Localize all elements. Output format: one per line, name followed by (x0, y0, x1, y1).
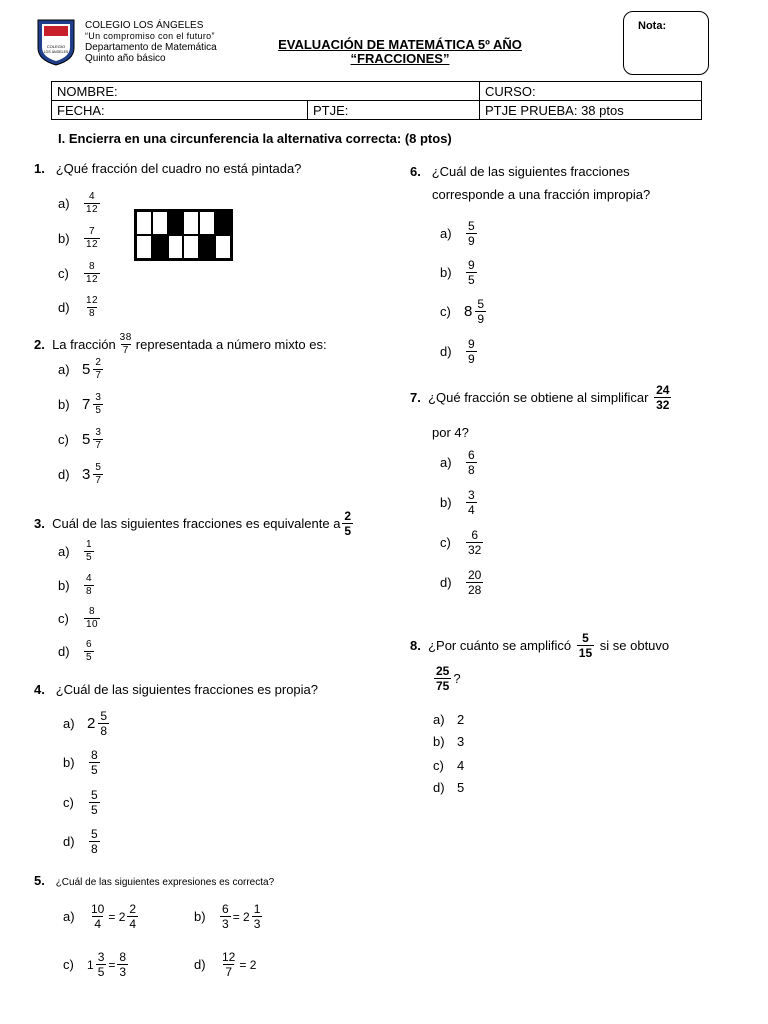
q3-option-label: d) (58, 644, 70, 659)
q1-number: 1. (34, 161, 45, 176)
fraction-numerator: 2 (95, 357, 102, 368)
q5-option-b[interactable] (194, 903, 264, 930)
q4-number: 4. (34, 682, 45, 697)
q2-post: representada a número mixto es: (135, 337, 327, 352)
q2-option-whole: 3 (82, 466, 91, 483)
q7-option-d[interactable] (440, 569, 485, 596)
q4-option-b[interactable] (63, 749, 102, 776)
question-8 (410, 632, 669, 659)
grid-cell (215, 211, 231, 235)
q6-text-2: corresponde a una fracción impropia? (432, 187, 651, 202)
q3-option-label: c) (58, 611, 69, 626)
school-info (85, 20, 217, 64)
q5-a-eq: = 2 (108, 909, 126, 924)
q1-option-label: c) (58, 266, 69, 281)
fraction-numerator: 12 (86, 295, 99, 306)
q5-option-d-label: d) (194, 957, 206, 972)
q8-fraction-2 (434, 665, 451, 692)
question-5 (34, 872, 274, 891)
q5-a-n1: 10 (91, 902, 105, 916)
q8-option-c[interactable] (433, 758, 464, 773)
fraction-denominator: 5 (86, 552, 93, 563)
q4-option-c[interactable] (63, 789, 102, 816)
fraction-denominator: 12 (86, 239, 99, 250)
q8-option-label: a) (433, 712, 445, 727)
q8-option-label: b) (433, 734, 445, 749)
grid-cell (199, 235, 215, 259)
q6-option-b[interactable] (440, 259, 479, 286)
q8-fraction-1-num: 5 (582, 631, 589, 645)
q1-option-b[interactable] (58, 227, 102, 250)
q3-option-fraction (84, 607, 100, 630)
q5-d-n1: 12 (222, 950, 236, 964)
q5-c-whole: 1 (87, 957, 94, 972)
question-4 (34, 681, 318, 698)
q8-fraction-2-den: 75 (436, 679, 450, 693)
fraction-numerator: 4 (86, 573, 93, 584)
q5-c-eq: = (108, 957, 116, 972)
q5-option-a-label: a) (63, 909, 75, 924)
grid-cell (152, 211, 168, 235)
q5-option-c[interactable] (63, 951, 130, 978)
q4-option-fraction (89, 749, 100, 776)
q5-c-d1: 5 (97, 965, 105, 979)
q5-option-d[interactable] (194, 951, 256, 978)
q7-option-label: a) (440, 455, 452, 470)
course-field[interactable]: CURSO: (480, 82, 702, 101)
q4-option-a[interactable] (63, 710, 111, 737)
q7-option-fraction (466, 449, 477, 476)
fraction-denominator: 10 (86, 619, 99, 630)
q6-option-fraction (466, 338, 477, 365)
q8-option-value: 2 (457, 712, 465, 727)
q1-option-a[interactable] (58, 192, 102, 215)
q4-option-fraction (98, 710, 109, 737)
q2-pre: La fracción (52, 337, 116, 352)
grid-cell (199, 211, 215, 235)
q5-b-n1: 6 (222, 902, 229, 916)
q2-option-fraction (93, 428, 103, 451)
fraction-numerator: 3 (95, 392, 102, 403)
q5-b-frac2 (252, 903, 263, 930)
q3-option-d[interactable] (58, 640, 96, 663)
q6-option-c[interactable] (440, 298, 488, 325)
fraction-denominator: 8 (468, 463, 475, 477)
grid-cell (215, 235, 231, 259)
fraction-numerator: 5 (468, 219, 475, 233)
q7-option-label: d) (440, 575, 452, 590)
q5-a-n2: 2 (129, 902, 137, 916)
q3-fraction-den: 5 (344, 524, 352, 538)
fraction-numerator: 8 (91, 748, 98, 762)
fraction-numerator: 6 (86, 639, 93, 650)
q1-option-c[interactable] (58, 262, 102, 285)
exam-title (250, 38, 550, 66)
name-field[interactable]: NOMBRE: (52, 82, 480, 101)
q3-fraction (342, 510, 353, 537)
fraction-denominator: 8 (86, 586, 93, 597)
logo-text-1: COLEGIO (46, 44, 66, 49)
fraction-numerator: 9 (468, 337, 475, 351)
question-1 (34, 160, 301, 177)
q1-option-label: d) (58, 300, 70, 315)
fraction-numerator: 3 (468, 488, 475, 502)
department: Departamento de Matemática (85, 42, 217, 53)
q8-fraction-1-den: 15 (578, 646, 593, 660)
q2-number: 2. (34, 337, 45, 352)
q5-d-d1: 7 (225, 965, 233, 979)
exam-title-sub: “FRACCIONES” (350, 51, 450, 66)
q5-option-c-label: c) (63, 957, 74, 972)
q2-option-label: b) (58, 397, 70, 412)
q7-fraction (654, 384, 671, 411)
fraction-denominator: 7 (95, 370, 102, 381)
fraction-numerator: 6 (468, 448, 475, 462)
fraction-numerator: 20 (468, 568, 482, 582)
school-name: COLEGIO LOS ÁNGELES (85, 20, 204, 31)
q1-option-fraction (84, 262, 100, 285)
question-3 (34, 510, 355, 537)
q2-option-a[interactable] (58, 358, 105, 381)
q6-option-label: d) (440, 344, 452, 359)
q2-option-fraction (93, 393, 103, 416)
q3-option-fraction (84, 574, 94, 597)
q7-option-label: b) (440, 495, 452, 510)
q1-text: ¿Qué fracción del cuadro no está pintada? (55, 161, 302, 176)
fraction-numerator: 5 (477, 297, 485, 311)
date-field[interactable]: FECHA: (52, 101, 308, 120)
grid-cell (183, 235, 199, 259)
q8-option-d[interactable] (433, 780, 464, 795)
fraction-denominator: 32 (468, 543, 482, 557)
fraction-denominator: 5 (86, 652, 93, 663)
q1-option-label: a) (58, 196, 70, 211)
q3-option-a[interactable] (58, 540, 96, 563)
q2-option-d[interactable] (58, 463, 105, 486)
school-logo (36, 18, 76, 66)
q2-fraction-den: 7 (122, 345, 129, 356)
grid-cell (152, 235, 168, 259)
q4-option-d[interactable] (63, 828, 102, 855)
fraction-denominator: 5 (91, 763, 98, 777)
q6-option-a[interactable] (440, 220, 479, 247)
q2-option-whole: 5 (82, 431, 91, 448)
q6-option-label: b) (440, 265, 452, 280)
q8-option-value: 4 (457, 758, 465, 773)
fraction-denominator: 12 (86, 274, 99, 285)
fraction-denominator: 9 (468, 234, 475, 248)
q8-option-a[interactable] (433, 712, 464, 727)
q6-option-label: c) (440, 304, 451, 319)
q2-option-fraction (93, 358, 103, 381)
question-2 (34, 333, 327, 356)
q8-option-value: 5 (457, 780, 465, 795)
total-score-field: PTJE PRUEBA: 38 ptos (480, 101, 702, 120)
q5-a-d1: 4 (94, 917, 102, 931)
q8-question-mark: ? (453, 671, 461, 686)
student-info-table (51, 81, 702, 120)
q5-c-n1: 3 (97, 950, 105, 964)
q4-option-fraction (89, 828, 100, 855)
q8-text-2: si se obtuvo (599, 638, 670, 653)
q8-option-label: d) (433, 780, 445, 795)
grade-label: Nota: (638, 20, 667, 32)
question-6 (410, 160, 650, 206)
q2-option-whole: 5 (82, 361, 91, 378)
q5-number: 5. (34, 873, 45, 888)
q6-option-fraction (475, 298, 486, 325)
fraction-denominator: 9 (468, 352, 475, 366)
fraction-numerator: 6 (471, 528, 479, 542)
fraction-denominator: 12 (86, 204, 99, 215)
q4-text: ¿Cuál de las siguientes fracciones es propia? (55, 682, 318, 697)
fraction-numerator: 1 (86, 539, 93, 550)
q4-option-label: d) (63, 834, 75, 849)
q2-option-fraction (93, 463, 103, 486)
fraction-numerator: 5 (91, 788, 98, 802)
q3-option-label: b) (58, 578, 70, 593)
q5-c-frac2 (117, 951, 128, 978)
q1-option-fraction (84, 227, 100, 250)
q7-option-a[interactable] (440, 449, 479, 476)
q5-b-eq: = 2 (232, 909, 250, 924)
q7-fraction-den: 32 (656, 398, 670, 412)
q7-fraction-num: 24 (656, 383, 670, 397)
fraction-denominator: 7 (95, 475, 102, 486)
q1-option-fraction (84, 296, 100, 319)
q3-fraction-num: 2 (344, 509, 352, 523)
q3-option-label: a) (58, 544, 70, 559)
q5-d-eq: = 2 (239, 957, 257, 972)
fraction-numerator: 3 (95, 427, 102, 438)
fraction-numerator: 8 (89, 606, 96, 617)
q5-a-d2: 4 (129, 917, 137, 931)
q2-option-label: a) (58, 362, 70, 377)
school-motto: “Un compromiso con el futuro” (85, 31, 215, 41)
q5-b-frac1 (220, 903, 231, 930)
fraction-denominator: 4 (468, 503, 475, 517)
grid-cell (136, 211, 152, 235)
logo-text-2: LOS ÁNGELES (43, 50, 69, 54)
shaded-grid (134, 209, 233, 261)
q5-text: ¿Cuál de las siguientes expresiones es correcta? (55, 877, 275, 888)
q6-option-d[interactable] (440, 338, 479, 365)
grid-cell (168, 235, 184, 259)
q6-option-whole: 8 (464, 303, 473, 320)
q5-option-a[interactable] (63, 903, 140, 930)
q7-option-fraction (466, 569, 483, 596)
q8-option-b[interactable] (433, 734, 464, 749)
q7-option-fraction (466, 489, 477, 516)
q8-option-value: 3 (457, 734, 465, 749)
fraction-numerator: 5 (100, 709, 108, 723)
q5-c-n2: 8 (119, 950, 127, 964)
q6-option-fraction (466, 220, 477, 247)
q5-option-b-label: b) (194, 909, 206, 924)
q7-option-fraction (466, 529, 483, 556)
q5-c-d2: 3 (119, 965, 127, 979)
fraction-denominator: 7 (95, 440, 102, 451)
q2-option-b[interactable] (58, 393, 105, 416)
q5-b-d1: 3 (222, 917, 229, 931)
fraction-numerator: 5 (91, 827, 98, 841)
q4-option-label: b) (63, 755, 75, 770)
q2-option-label: c) (58, 432, 69, 447)
fraction-numerator: 8 (89, 261, 96, 272)
q3-text: Cuál de las siguientes fracciones es equivalente a (52, 516, 341, 531)
q6-number: 6. (410, 164, 421, 179)
q7-option-label: c) (440, 535, 451, 550)
q3-number: 3. (34, 516, 45, 531)
q4-option-whole: 2 (87, 715, 96, 732)
fraction-numerator: 4 (89, 191, 96, 202)
fraction-numerator: 7 (89, 226, 96, 237)
fraction-numerator: 5 (95, 462, 102, 473)
q1-option-d[interactable] (58, 296, 102, 319)
question-7 (410, 384, 673, 411)
q6-option-fraction (466, 259, 477, 286)
q3-option-c[interactable] (58, 607, 102, 630)
q5-b-n2: 1 (253, 902, 261, 916)
fraction-denominator: 5 (91, 803, 98, 817)
q2-fraction-num: 38 (119, 332, 132, 343)
q8-text: ¿Por cuánto se amplificó (428, 638, 572, 653)
q8-fraction-2-num: 25 (436, 664, 450, 678)
grid-cell (183, 211, 199, 235)
fraction-numerator: 9 (468, 258, 475, 272)
q2-fraction (118, 333, 134, 356)
grid-cell (136, 235, 152, 259)
fraction-denominator: 9 (477, 312, 485, 326)
fraction-denominator: 8 (89, 308, 96, 319)
score-field[interactable]: PTJE: (308, 101, 480, 120)
q2-option-c[interactable] (58, 428, 105, 451)
q7-option-c[interactable] (440, 529, 485, 556)
q4-option-label: c) (63, 795, 74, 810)
q8-fraction-1 (577, 632, 594, 659)
q3-option-fraction (84, 540, 94, 563)
q7-text: ¿Qué fracción se obtiene al simplificar (428, 390, 649, 405)
fraction-denominator: 8 (100, 724, 108, 738)
q3-option-fraction (84, 640, 94, 663)
q7-number: 7. (410, 390, 421, 405)
q7-option-b[interactable] (440, 489, 479, 516)
q4-option-label: a) (63, 716, 75, 731)
grid-cell (168, 211, 184, 235)
q2-option-label: d) (58, 467, 70, 482)
q1-option-label: b) (58, 231, 70, 246)
q5-a-frac1 (89, 903, 106, 930)
q8-option-label: c) (433, 758, 444, 773)
q5-a-frac2 (127, 903, 138, 930)
fraction-denominator: 5 (95, 405, 102, 416)
fraction-denominator: 28 (468, 583, 482, 597)
q6-text-1: ¿Cuál de las siguientes fracciones (431, 164, 630, 179)
fraction-denominator: 5 (468, 273, 475, 287)
q8-line-2 (432, 665, 461, 692)
section-heading: I. Encierra en una circunferencia la alternativa correcta: (8 ptos) (58, 131, 452, 146)
q7-text-2: por 4? (432, 425, 469, 440)
exam-title-main: EVALUACIÓN DE MATEMÁTICA 5º AÑO (278, 37, 522, 52)
q5-c-frac1 (96, 951, 107, 978)
q4-option-fraction (89, 789, 100, 816)
grade-box[interactable] (623, 11, 709, 75)
fraction-denominator: 8 (91, 842, 98, 856)
q6-option-label: a) (440, 226, 452, 241)
q2-option-whole: 7 (82, 396, 91, 413)
q3-option-b[interactable] (58, 574, 96, 597)
q5-d-frac1 (220, 951, 237, 978)
q5-b-d2: 3 (253, 917, 261, 931)
q1-option-fraction (84, 192, 100, 215)
q8-number: 8. (410, 638, 421, 653)
course-level: Quinto año básico (85, 53, 166, 64)
